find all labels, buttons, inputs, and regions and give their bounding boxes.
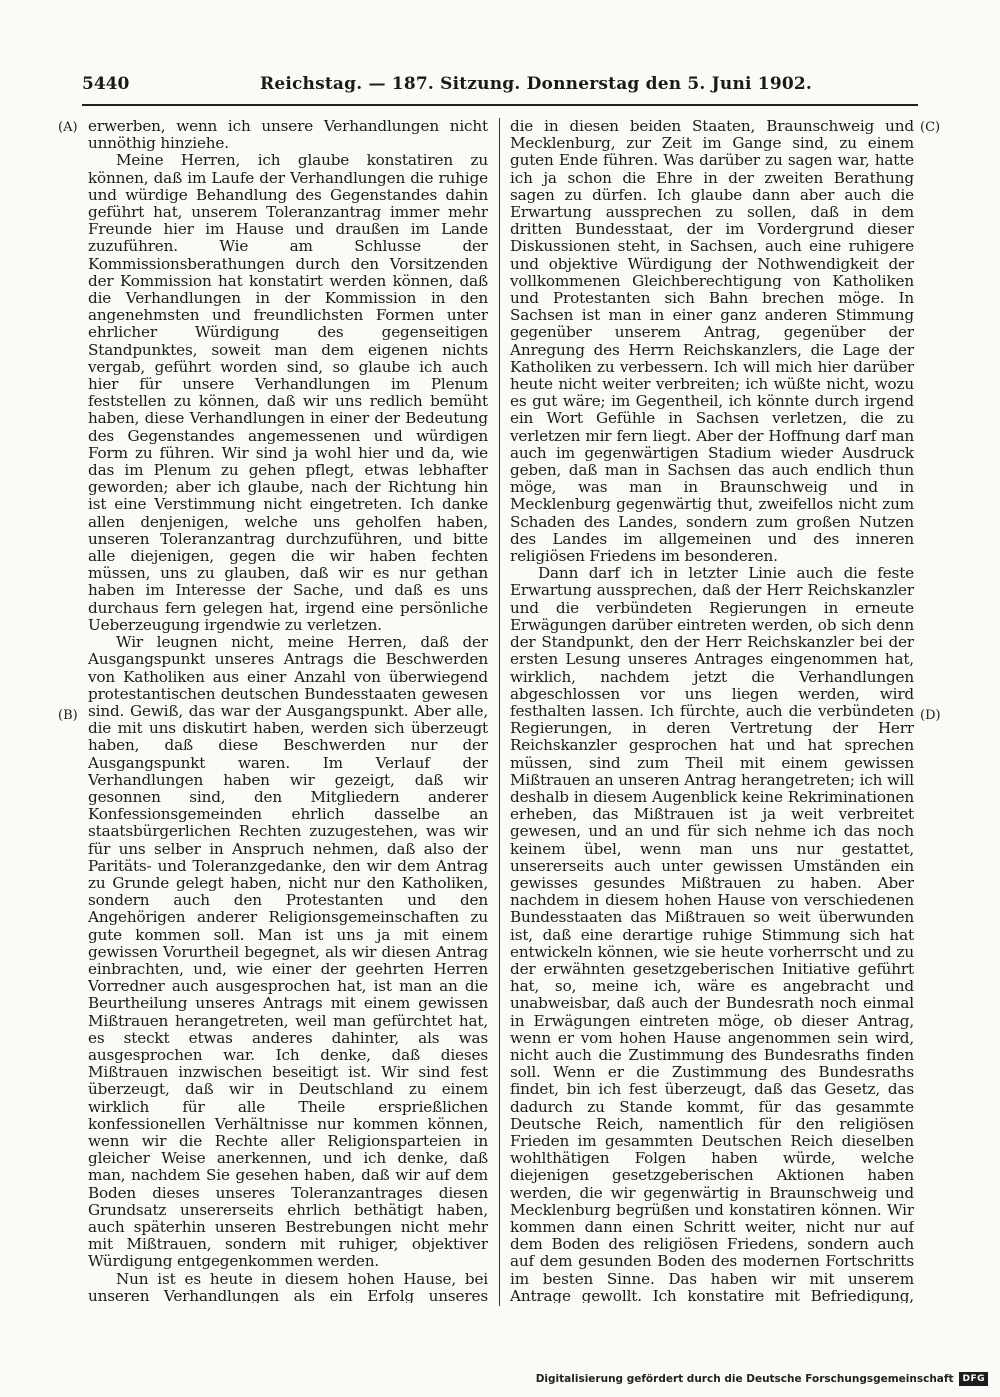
digitization-credit: Digitalisierung gefördert durch die Deutsche Forschungsgemeinschaft bbox=[535, 1373, 954, 1385]
left-column bbox=[88, 118, 488, 1303]
paragraph: Meine Herren, ich glaube konstatiren zu können, daß im Laufe der Verhandlungen die ruhige und würdige Behandlung des Gegenstandes dahin geführt hat, unserem Toleranzantrag immer mehr Freunde hier im Hause und draußen im Lande zuzuführen. Wie am Schlusse der Kommissionsberathungen durch den Vorsitzenden der Kommission hat konstatirt werden können, daß die Verhandlungen in der Kommission in den angenehmsten und freundlichsten Formen unter ehrlicher Würdigung des gegenseitigen Standpunktes, soweit man dem eigenen nichts vergab, geführt worden sind, so glaube ich auch hier für unsere Verhandlungen im Plenum feststellen zu können, daß wir uns redlich bemüht haben, diese Verhandlungen in einer der Bedeutung des Gegenstandes angemessenen und würdigen Form zu führen. Wir sind ja wohl hier und da, wie das im Plenum zu gehen pflegt, etwas lebhafter geworden; aber ich glaube, nach der Richtung hin ist eine Verstimmung nicht eingetreten. Ich danke allen denjenigen, welche uns geholfen haben, unseren Toleranzantrag durchzuführen, und bitte alle diejenigen, gegen die wir haben fechten müssen, uns zu glauben, daß wir es nur gethan haben im Interesse der Sache, und daß es uns durchaus fern gelegen hat, irgend eine persönliche Ueberzeugung irgendwie zu verletzen. bbox=[88, 151, 488, 634]
margin-marker-d: (D) bbox=[920, 708, 941, 723]
column-divider bbox=[499, 118, 500, 1306]
page-header bbox=[82, 74, 918, 100]
header-rule bbox=[82, 104, 918, 106]
paragraph: die in diesen beiden Staaten, Braunschweig und Mecklenburg, zur Zeit im Gange sind, zu einem guten Ende führen. Was darüber zu sagen war, hatte ich ja schon die Ehre in der zweiten Berathung sagen zu dürfen. Ich glaube dann aber auch die Erwartung aussprechen zu sollen, daß in dem dritten Bundesstaat, der im Vordergrund dieser Diskussionen steht, in Sachsen, auch eine ruhigere und objektive Würdigung der Nothwendigkeit der vollkommenen Gleichberechtigung von Katholiken und Protestanten sich Bahn brechen möge. In Sachsen ist man in einer ganz anderen Stimmung gegenüber unserem Antrag, gegenüber der Anregung des Herrn Reichskanzlers, die Lage der Katholiken zu verbessern. Ich will mich hier darüber heute nicht weiter verbreiten; ich wüßte nicht, wozu es gut wäre; im Gegentheil, ich könnte durch irgend ein Wort Gefühle in Sachsen verletzen, die zu verletzen mir fern liegt. Aber der Hoffnung darf man auch im gegenwärtigen Stadium wieder Ausdruck geben, daß man in Sachsen das auch endlich thun möge, was man in Braunschweig und in Mecklenburg gegenwärtig thut, zweifellos nicht zum Schaden des Landes, sondern zum großen Nutzen des Landes im allgemeinen und des inneren religiösen Friedens im besonderen. bbox=[510, 118, 914, 566]
footer bbox=[536, 1372, 988, 1386]
margin-marker-c: (C) bbox=[920, 120, 941, 135]
margin-marker-a: (A) bbox=[58, 120, 78, 135]
paragraph: Wir leugnen nicht, meine Herren, daß der Ausgangspunkt unseres Antrags die Beschwerden von Katholiken aus einer Anzahl von überwiegend protestantischen deutschen Bundesstaaten gewesen sind. Gewiß, das war der Ausgangspunkt. Aber alle, die mit uns diskutirt haben, werden sich überzeugt haben, daß diese Beschwerden nur der Ausgangspunkt waren. Im Verlauf der Verhandlungen haben wir gezeigt, daß wir gesonnen sind, den Mitgliedern anderer Konfessionsgemeinden ehrlich dasselbe an staatsbürgerlichen Rechten zuzugestehen, was wir für uns selber in Anspruch nehmen, daß also der Paritäts- und Toleranzgedanke, den wir dem Antrag zu Grunde gelegt haben, nicht nur den Katholiken, sondern auch den Protestanten und den Angehörigen anderer Religionsgemeinschaften zu gute kommen soll. Man ist uns ja mit einem gewissen Vorurtheil begegnet, als wir diesen Antrag einbrachten, und, wie einer der geehrten Herren Vorredner auch ausgesprochen hat, ist man an die Beurtheilung unseres Antrags mit einem gewissen Mißtrauen herangetreten, weil man gefürchtet hat, es steckt etwas anderes dahinter, als was ausgesprochen war. Ich denke, daß dieses Mißtrauen inzwischen beseitigt ist. Wir sind fest überzeugt, daß wir in Deutschland zu einem wirklich für alle Theile ersprießlichen konfessionellen Verhältnisse nur kommen können, wenn wir die Rechte aller Religionsparteien in gleicher Weise anerkennen, und ich denke, daß man, nachdem Sie gesehen haben, daß wir auf dem Boden dieses unseres Toleranzantrages diesen Grundsatz unsererseits ehrlich bethätigt haben, auch späterhin unseren Bestrebungen nicht mehr mit Mißtrauen, sondern mit ruhiger, objektiver Würdigung entgegenkommen werden. bbox=[88, 633, 488, 1271]
paragraph: Nun ist es heute in diesem hohen Hause, bei unseren Verhandlungen als ein Erfolg unseres bbox=[88, 1269, 488, 1303]
dfg-logo: DFG bbox=[959, 1372, 988, 1386]
margin-marker-b: (B) bbox=[58, 708, 78, 723]
right-column bbox=[510, 118, 914, 1303]
paragraph: Dann darf ich in letzter Linie auch die feste Erwartung aussprechen, daß der Herr Reichskanzler und die verbündeten Regierungen in erneute Erwägungen darüber eintreten werden, ob sich denn der Standpunkt, den der Herr Reichskanzler bei der ersten Lesung unseres Antrages eingenommen hat, wirklich, nachdem jetzt die Verhandlungen abgeschlossen vor uns liegen werden, wird festhalten lassen. Ich fürchte, auch die verbündeten Regierungen, in deren Vertretung der Herr Reichskanzler gesprochen hat und hat sprechen müssen, sind zum Theil mit einem gewissen Mißtrauen an unseren Antrag herangetreten; ich will deshalb in diesem Augenblick keine Rekriminationen erheben, das Mißtrauen ist ja weit verbreitet gewesen, und an und für sich nehme ich das noch keinem übel, wenn man uns nur gestattet, unsererseits auch unter gewissen Umständen ein gewisses gesundes Mißtrauen zu haben. Aber nachdem in diesem hohen Hause von verschiedenen Bundesstaaten das Mißtrauen so weit überwunden ist, daß eine derartige ruhige Stimmung sich hat entwickeln können, wie sie heute vorherrscht und zu der erwähnten gesetzgeberischen Initiative geführt hat, so, meine ich, wäre es angebracht und unabweisbar, daß auch der Bundesrath noch einmal in Erwägungen eintreten möge, ob dieser Antrag, wenn er vom hohen Hause angenommen sein wird, nicht auch die Zustimmung des Bundesraths finden soll. Wenn er die Zustimmung des Bundesraths findet, bin ich fest überzeugt, daß das Gesetz, das dadurch zu Stande kommt, für das gesammte Deutsche Reich, namentlich für den religiösen Frieden im gesammten Deutschen Reich dieselben wohlthätigen Folgen haben würde, welche diejenigen gesetzgeberischen Aktionen haben werden, die wir gegenwärtig in Braunschweig und Mecklenburg begrüßen und konstatiren können. Wir kommen dann einen Schritt weiter, nicht nur auf dem Boden des religiösen Friedens, sondern auch auf dem gesunden Boden des modernen Fortschritts im besten Sinne. Das haben wir mit unserem Antrage gewollt. Ich konstatire mit Befriedigung, bbox=[510, 564, 914, 1303]
paragraph: erwerben, wenn ich unsere Verhandlungen nicht unnöthig hinziehe. bbox=[88, 118, 488, 153]
page-number: 5440 bbox=[82, 74, 130, 94]
running-title: Reichstag. — 187. Sitzung. Donnerstag den 5. Juni 1902. bbox=[260, 74, 813, 94]
